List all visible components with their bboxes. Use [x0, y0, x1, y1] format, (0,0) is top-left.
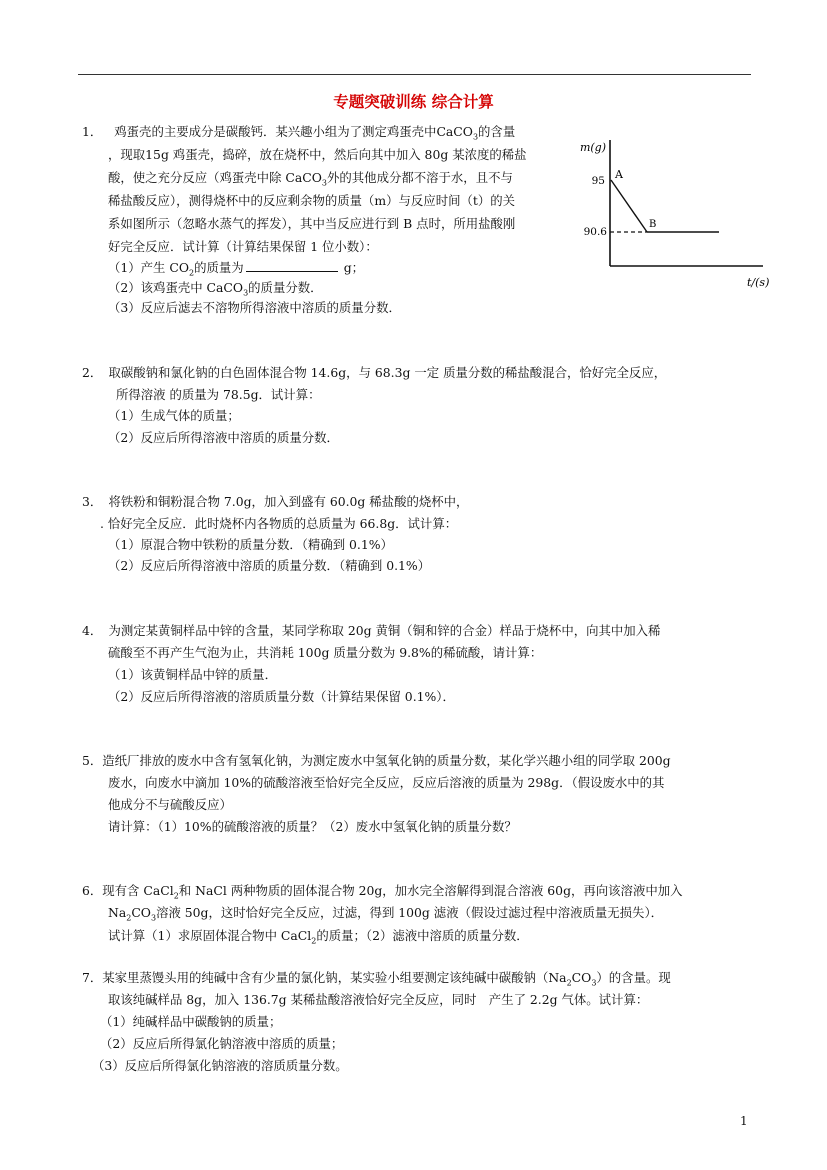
q6-line-1a: 6．现有含 CaCl — [82, 883, 174, 898]
q4-sub-1: （1）该黄铜样品中锌的质量． — [108, 667, 277, 682]
q1-sub-1a: （1）产生 CO — [108, 260, 190, 275]
q7-line-1-sub2: 3 — [591, 978, 597, 988]
q1-sub-2b: 的质量分数． — [248, 280, 323, 295]
x-axis-label: t/(s) — [747, 276, 770, 289]
q4-sub-2: （2）反应后所得溶液的溶质质量分数（计算结果保留 0.1%）． — [108, 689, 455, 704]
q7-sub-3: （3）反应后所得氯化钠溶液的溶质质量分数。 — [92, 1058, 348, 1073]
q1-text-tail: 的含量 — [478, 124, 516, 139]
y-axis-label: m(g) — [579, 141, 606, 154]
q5-line-2: 废水，向废水中滴加 10%的硫酸溶液至恰好完全反应，反应后溶液的质量为 298g．（假设废水中的其 — [108, 775, 665, 790]
q1-line-3b: 外的其他成分都不溶于水，且不与 — [327, 170, 513, 185]
q6-line-2a: Na — [108, 905, 127, 920]
mass-time-chart — [579, 128, 785, 300]
q1-line-2: ，现取15g 鸡蛋壳，捣碎，放在烧杯中，然后向其中加入 80g 某浓度的稀盐 — [108, 147, 527, 162]
q1-line-3a: 酸，使之充分反应（鸡蛋壳中除 CaCO — [108, 170, 322, 185]
q7-line-1 — [82, 968, 671, 992]
q1-line-5: 系如图所示（忽略水蒸气的挥发），其中当反应进行到 B 点时，所用盐酸刚 — [108, 216, 516, 231]
q2-line-2: 所得溶液 的质量为 78.5g．试计算： — [116, 387, 321, 402]
q6-line-2b: CO — [131, 905, 151, 920]
q1-sub-3: （3）反应后滤去不溶物所得溶液中溶质的质量分数． — [108, 300, 401, 315]
q2-sub-2: （2）反应后所得溶液中溶质的质量分数． — [108, 430, 339, 445]
q1-number: 1． — [82, 124, 103, 139]
header-rule — [78, 74, 751, 75]
q5-line-3: 他成分不与硫酸反应） — [108, 797, 232, 812]
q7-sub-2: （2）反应后所得氯化钠溶液中溶质的质量； — [100, 1036, 344, 1051]
q5-line-1: 5．造纸厂排放的废水中含有氢氧化钠，为测定废水中氢氧化钠的质量分数，某化学兴趣小组的同学取 200g — [82, 753, 671, 768]
q3-sub-2: （2）反应后所得溶液中溶质的质量分数．（精确到 0.1%） — [108, 558, 431, 573]
q3-line-1: 3． 将铁粉和铜粉混合物 7.0g，加入到盛有 60.0g 稀盐酸的烧杯中， — [82, 494, 469, 509]
q1-sub-1b: 的质量为 — [194, 260, 244, 275]
q6-line-3b: 的质量；（2）滤液中溶质的质量分数． — [316, 928, 529, 943]
q5-line-4: 请计算：（1）10%的硫酸溶液的质量？（2）废水中氢氧化钠的质量分数？ — [108, 819, 517, 834]
q1-line-4: 稀盐酸反应），测得烧杯中的反应剩余物的质量（m）与反应时间（t）的关 — [108, 193, 516, 208]
point-a-label: A — [615, 168, 623, 181]
q6-line-2c: 溶液 50g，这时恰好完全反应，过滤，得到 100g 滤液（假设过滤过程中溶液质量无损失）． — [156, 905, 664, 920]
q1-sub-1-sub: 2 — [189, 268, 195, 278]
q6-line-1 — [82, 881, 683, 905]
q2-line-1: 2． 取碳酸钠和氯化钠的白色固体混合物 14.6g，与 68.3g 一定 质量分数的稀盐酸混合，恰好完全反应， — [82, 365, 667, 380]
q1-text: 鸡蛋壳的主要成分是碳酸钙．某兴趣小组为了测定鸡蛋壳中 — [114, 124, 437, 139]
q1-line-3 — [108, 168, 513, 192]
q1-sub-2-sub: 3 — [243, 288, 249, 298]
q4-line-1: 4． 为测定某黄铜样品中锌的含量，某同学称取 20g 黄铜（铜和锌的合金）样品于烧杯中，向其中加入稀 — [82, 623, 661, 638]
q6-line-3a: 试计算（1）求原固体混合物中 CaCl — [108, 928, 312, 943]
q6-line-2-sub2: 3 — [150, 913, 157, 923]
q7-line-1c: ）的含量。现 — [596, 970, 671, 985]
q1-line-6: 好完全反应．试计算（计算结果保留 1 位小数）： — [108, 239, 378, 254]
y-tick-90-6: 90.6 — [583, 226, 607, 238]
page-number: 1 — [740, 1114, 748, 1128]
q6-line-3-sub: 2 — [311, 936, 317, 946]
q6-line-1b: 和 NaCl 两种物质的固体混合物 20g，加水完全溶解得到混合溶液 60g，再向该溶液中加入 — [178, 883, 683, 898]
q7-sub-1: （1）纯碱样品中碳酸钠的质量； — [100, 1014, 282, 1029]
q7-line-2: 取该纯碱样品 8g，加入 136.7g 某稀盐酸溶液恰好完全反应，同时 产生了 2.2g 气体。试计算： — [108, 992, 649, 1007]
q1-formula-sub: 3 — [472, 132, 479, 142]
q7-line-1a: 7．某家里蒸馒头用的纯碱中含有少量的氯化钠，某实验小组要测定该纯碱中碳酸钠（Na — [82, 970, 567, 985]
q1-sub-2a: （2）该鸡蛋壳中 CaCO — [108, 280, 244, 295]
q2-sub-1: （1）生成气体的质量； — [108, 408, 240, 423]
q1-formula: CaCO — [436, 124, 473, 139]
page-title: 专题突破训练 综合计算 — [333, 93, 494, 111]
q1-line-3-sub: 3 — [321, 178, 328, 188]
q1-sub-1c: g； — [343, 260, 365, 275]
q6-line-2 — [108, 903, 663, 927]
q4-line-2: 硫酸至不再产生气泡为止，共消耗 100g 质量分数为 9.8%的稀硫酸，请计算： — [108, 645, 543, 660]
answer-blank[interactable] — [246, 258, 338, 272]
q6-line-3 — [108, 926, 529, 950]
q1-line-1 — [82, 122, 515, 146]
q7-line-1b: CO — [571, 970, 592, 985]
q7-line-1-sub1: 2 — [566, 978, 572, 988]
q6-line-1-sub: 2 — [173, 891, 179, 901]
q6-line-2-sub1: 2 — [126, 913, 132, 923]
y-tick-95: 95 — [591, 175, 605, 187]
point-b-label: B — [649, 219, 657, 230]
series-line-a-b — [611, 180, 647, 232]
q3-sub-1: （1）原混合物中铁粉的质量分数．（精确到 0.1%） — [108, 537, 393, 552]
q3-line-2: . 恰好完全反应．此时烧杯内各物质的总质量为 66.8g．试计算： — [100, 516, 458, 531]
